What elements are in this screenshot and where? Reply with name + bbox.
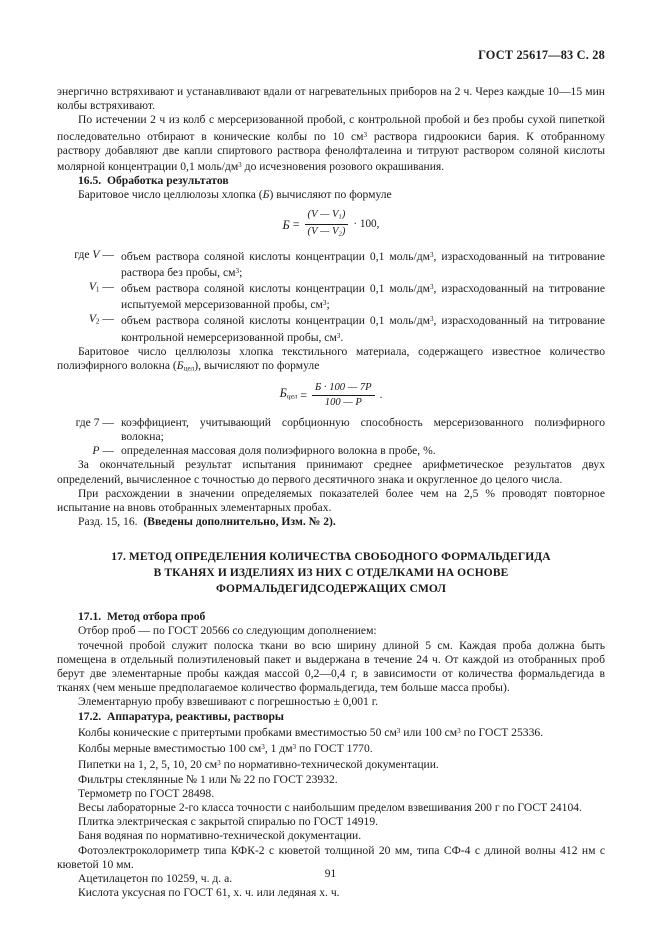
definition-key <box>57 280 121 297</box>
definition-row <box>57 248 605 280</box>
definition-key <box>57 312 121 329</box>
equipment-text-c: по ГОСТ 1770. <box>296 742 373 756</box>
formula-barium-cellulose <box>57 382 605 409</box>
definition-sup-2: 3 <box>322 299 327 308</box>
equipment-item: Баня водяная по нормативно-технической документации. <box>78 829 362 843</box>
equipment-sup-1: 3 <box>396 726 401 735</box>
amendment-sections: Разд. 15, 16. <box>78 515 138 529</box>
formula2-tail: . <box>379 389 383 402</box>
definition-row <box>57 416 605 444</box>
formula-fraction <box>305 209 349 241</box>
definition-symbol: V <box>92 247 100 261</box>
equipment-item: Термометр по ГОСТ 28498. <box>78 786 215 800</box>
equipment-text-c: по ГОСТ 25336. <box>460 725 544 739</box>
equipment-sup-1: 3 <box>261 743 265 752</box>
definition-prefix: где <box>74 247 90 261</box>
definition-text-c: ; <box>239 265 243 279</box>
definition-symbol: V <box>88 312 96 326</box>
definition-key <box>57 416 121 430</box>
definition-value <box>121 280 605 312</box>
formula-lead-text-a: Баритовое число целлюлозы хлопка ( <box>78 188 263 202</box>
equipment-sup-1: 3 <box>217 759 221 768</box>
formula2-numerator: Б · 100 — 7P <box>312 382 375 396</box>
formula-lhs: Б <box>282 217 290 232</box>
definition-list-2 <box>57 416 605 459</box>
equipment-text-b: , 1 дм <box>264 742 293 756</box>
definition-value <box>121 312 605 344</box>
formula-den-body: V — V <box>311 226 339 238</box>
definition-sup-2: 3 <box>336 331 341 340</box>
equipment-sup-2: 3 <box>457 726 461 735</box>
definition-row <box>57 280 605 312</box>
definition-sup-1: 3 <box>429 282 434 291</box>
definition-text-a: объем раствора соляной кислоты концентрации 0,1 моль/дм <box>121 314 430 328</box>
paragraph-sampling-ref: Отбор проб — по ГОСТ 20566 со следующим дополнением: <box>78 624 377 638</box>
formula2-denominator: 100 — P <box>324 396 362 408</box>
formula-num-open: ( <box>307 208 312 220</box>
heading-16-5-title: Обработка результатов <box>106 174 229 188</box>
formula2-lead-symbol: Б <box>176 359 184 373</box>
paragraph-amendment <box>57 515 605 529</box>
paragraph-final-result: За окончательный результат испытания принимают среднее арифметическое результатов двух определений, вычисленное с точностью до первого десятичного знака и округленное до целого числа. <box>57 458 605 486</box>
definition-text-a: объем раствора соляной кислоты концентрации 0,1 моль/дм <box>121 249 430 263</box>
heading-17-2 <box>57 710 605 724</box>
heading-17-2-number: 17.2. <box>78 709 102 723</box>
formula-num-body: V — V <box>311 208 339 220</box>
definition-sup-1: 3 <box>429 315 434 324</box>
equipment-item <box>57 724 605 740</box>
paragraph-repeat-test: При расхождении в значении определяемых показателей более чем на 2,5 % проводят повторное испытание на вновь отобранных элементарных пробах. <box>57 486 605 515</box>
heading-17-1-title: Метод отбора проб <box>106 610 206 624</box>
paragraph-sampling-detail: точечной пробой служит полоска ткани во всю ширину длиной 5 см. Каждая проба должна быть помещена в отдельный полиэтиленовый пакет и выдержана в течение 24 ч. От каждой из отобранных проб берут две элементарные пробы каждая массой 0,2—0,4 г, в зависимости от количества формальдегида в тканях (чем меньше предполагаемое количество формальдегида, тем больше масса пробы). <box>57 638 605 695</box>
definition-symbol-sub: 1 <box>95 285 100 294</box>
definition-value: определенная массовая доля полиэфирного волокна в пробе, %. <box>121 444 436 458</box>
definition-dash: — <box>102 415 114 429</box>
paragraph-formula-lead <box>57 188 605 202</box>
heading-17-1-number: 17.1. <box>78 610 102 624</box>
formula-num-close: ) <box>341 208 346 220</box>
definition-dash: — <box>102 444 114 458</box>
formula-lead-symbol: Б <box>262 188 270 202</box>
formula-barium-number <box>57 209 605 241</box>
spacer <box>57 597 605 610</box>
formula2-lhs-group <box>280 386 298 400</box>
definition-text-b: , израсходованный на титрование раствора без пробы, см <box>121 249 605 279</box>
formula2-equals: = <box>300 388 308 403</box>
definition-text-c: ; <box>326 298 330 312</box>
formula-numerator <box>305 209 349 225</box>
formula-tail: · 100, <box>353 218 380 231</box>
equipment-text-a: Пипетки на 1, 2, 5, 10, 20 см <box>78 758 218 772</box>
equipment-item: Плитка электрическая с закрытой спиралью по ГОСТ 14919. <box>78 815 379 829</box>
reagent-item: Ацетилацетон по 10259, ч. д. а. <box>78 871 233 885</box>
paragraph-continued <box>57 85 605 113</box>
amendment-note: (Введены дополнительно, Изм. № 2). <box>143 515 336 529</box>
equipment-item <box>57 756 605 772</box>
paragraph-titration-text-c: до исчезновения розового окрашивания. <box>241 160 445 174</box>
definition-row <box>57 312 605 344</box>
definition-text-a: объем раствора соляной кислоты концентрации 0,1 моль/дм <box>121 281 430 295</box>
heading-16-5 <box>57 174 605 188</box>
body-text <box>57 85 605 900</box>
definition-sup-1: 3 <box>429 250 434 259</box>
paragraph-titration-text-b: раствора гидроокиси бария. К отобранному раствору добавляют две капли спиртового раствора фенолфталеина и титруют раствором соляной кислоты молярной концентрации 0,1 моль/дм <box>57 129 606 174</box>
formula2-lead-text-b: ), вычисляют по формуле <box>194 359 320 373</box>
formula2-lhs: Б <box>279 386 287 401</box>
formula-lead-text-b: ) вычисляют по формуле <box>269 188 392 202</box>
page-content <box>57 0 605 900</box>
superscript-cubic-1: 3 <box>363 130 368 139</box>
equipment-item <box>57 740 605 756</box>
equipment-text-b: или 100 см <box>400 725 458 739</box>
definition-sup-2: 3 <box>235 266 240 275</box>
definition-row <box>57 444 605 458</box>
formula-equals: = <box>292 217 300 232</box>
formula2-lead-text-a: Баритовое число целлюлозы хлопка текстильного материала, содержащего известное количество полиэфирного волокна ( <box>57 344 605 373</box>
definition-dash: — <box>102 279 114 293</box>
heading-17-1 <box>57 610 605 624</box>
paragraph-formula2-lead <box>57 345 605 376</box>
section-17-title-line-1: 17. МЕТОД ОПРЕДЕЛЕНИЯ КОЛИЧЕСТВА СВОБОДНОГО ФОРМАЛЬДЕГИДА <box>111 551 551 564</box>
reagent-item: Кислота уксусная по ГОСТ 61, х. ч. или ледяная х. ч. <box>78 886 340 900</box>
equipment-text-a: Колбы конические с притертыми пробками вместимостью 50 см <box>78 725 397 739</box>
definition-key <box>57 248 121 262</box>
paragraph-weighing: Элементарную пробу взвешивают с погрешностью ± 0,001 г. <box>78 695 379 709</box>
spacer <box>57 529 605 550</box>
definition-prefix: где <box>75 415 91 429</box>
definition-text-b: , израсходованный на титрование испытуемой мерсеризованной пробы, см <box>121 281 605 312</box>
paragraph-titration-text-a: По истечении 2 ч из колб с мерсеризованной пробой, с контрольной пробой и без пробы сухой пипеткой последовательно отбирают в конические колбы по 10 см <box>57 113 605 143</box>
definition-key <box>57 444 121 458</box>
section-17-title-line-3: ФОРМАЛЬДЕГИДСОДЕРЖАЩИХ СМОЛ <box>215 582 447 595</box>
section-17-title-line-2: В ТКАНЯХ И ИЗДЕЛИЯХ ИЗ НИХ С ОТДЕЛКАМИ НА ОСНОВЕ <box>153 567 509 580</box>
formula2-lead-symbol-sub: цел <box>183 364 195 373</box>
formula2-fraction <box>312 382 375 409</box>
equipment-item-scales: Весы лабораторные 2-го класса точности с наибольшим пределом взвешивания 200 г по ГОСТ 24104. <box>78 800 582 814</box>
formula-den-close: ) <box>341 226 346 238</box>
superscript-cubic-2: 3 <box>238 161 242 170</box>
formula-denominator <box>305 225 349 240</box>
definition-text-b: , израсходованный на титрование контрольной немерсеризованной пробы, см <box>121 314 605 344</box>
running-head: ГОСТ 25617—83 С. 28 <box>478 48 605 62</box>
heading-17-2-title: Аппаратура, реактивы, растворы <box>106 709 284 723</box>
definition-list-1 <box>57 248 605 345</box>
equipment-sup-2: 3 <box>292 743 297 752</box>
paragraph-titration <box>57 113 605 174</box>
equipment-text-a: Колбы мерные вместимостью 100 см <box>78 742 262 756</box>
definition-symbol-sub: 2 <box>95 317 100 326</box>
equipment-text-b: по нормативно-технической документации. <box>220 758 439 772</box>
paragraph-continued-text: энергично встряхивают и устанавливают вдали от нагревательных приборов на 2 ч. Через каждые 10—15 мин колбы встряхивают. <box>57 85 605 113</box>
definition-value <box>121 248 605 280</box>
heading-16-5-number: 16.5. <box>78 174 102 188</box>
equipment-item-colorimeter: Фотоэлектроколориметр типа КФК-2 с кюветой толщиной 20 мм, типа СФ-4 с длиной волны 412 нм с кюветой 10 мм. <box>57 843 605 871</box>
definition-value: коэффициент, учитывающий сорбционную способность мерсеризованного полиэфирного волокна; <box>121 415 605 444</box>
formula2-lhs-sub: цел <box>286 392 298 402</box>
definition-symbol: P <box>92 444 100 458</box>
formula-num-sub: 1 <box>338 213 342 221</box>
formula-den-sub: 2 <box>338 230 342 238</box>
definition-dash: — <box>102 247 114 261</box>
formula-den-open: ( <box>307 226 312 238</box>
definition-dash: — <box>102 312 114 326</box>
equipment-item: Фильтры стеклянные № 1 или № 22 по ГОСТ 23932. <box>78 772 338 786</box>
definition-symbol: V <box>88 279 96 293</box>
page-number: 91 <box>324 868 337 880</box>
definition-symbol: 7 <box>93 415 100 429</box>
definition-text-c: . <box>340 330 344 344</box>
